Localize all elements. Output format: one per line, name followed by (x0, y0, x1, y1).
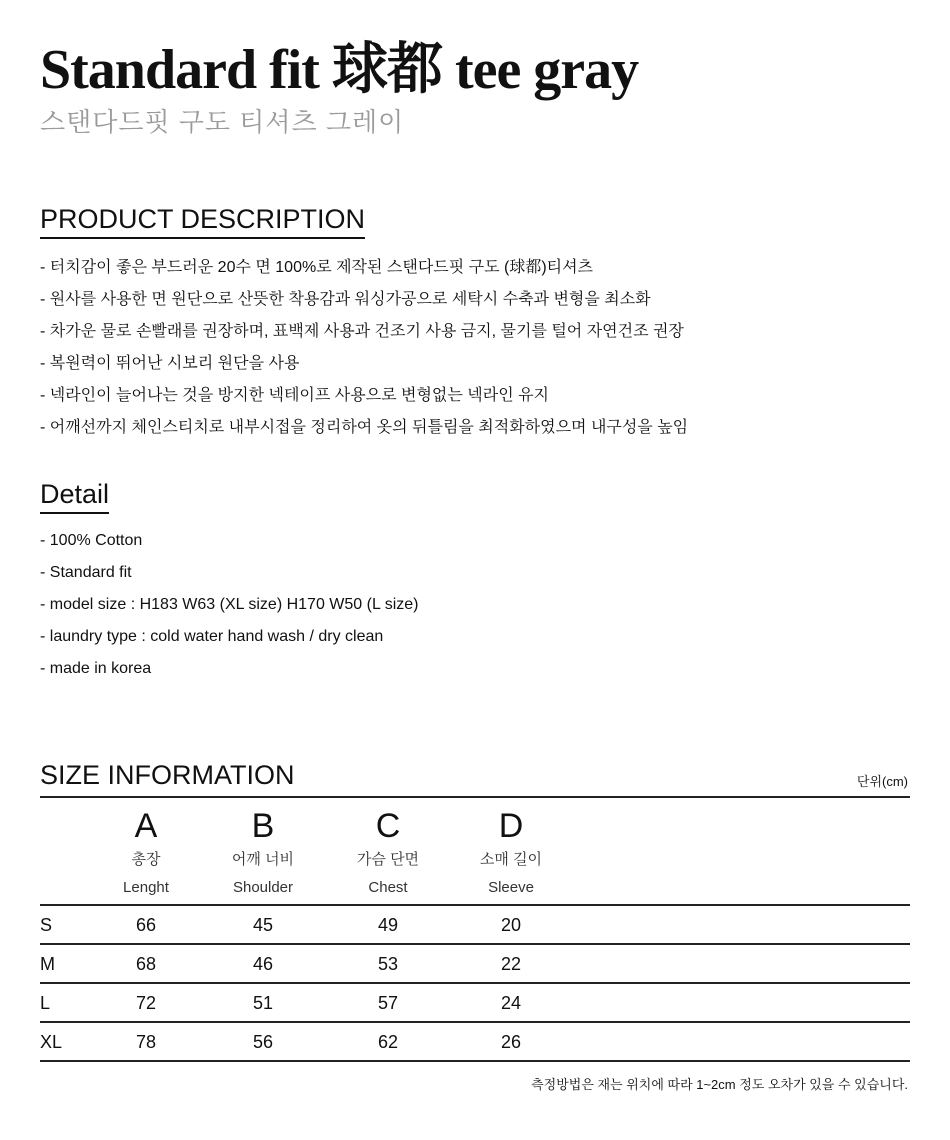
column-korean-label: 총장 (131, 851, 161, 868)
size-label: S (40, 915, 53, 935)
description-item: - 차가운 물로 손빨래를 권장하며, 표백제 사용과 건조기 사용 금지, 물기를 털어 자연건조 권장 (40, 323, 684, 340)
column-english-label: Shoulder (232, 879, 294, 896)
description-item: - 넥라인이 늘어나는 것을 방지한 넥테이프 사용으로 변형없는 넥라인 유지 (40, 387, 550, 404)
sleeve-value: 24 (500, 993, 522, 1013)
length-value: 72 (135, 993, 157, 1013)
sleeve-value: 22 (500, 954, 522, 974)
column-english-label: Sleeve (488, 879, 534, 896)
detail-list (40, 525, 419, 685)
unit-label: 단위(cm) (856, 774, 908, 789)
table-row (0, 1023, 950, 1061)
table-top-rule (40, 796, 910, 798)
size-label: M (40, 954, 55, 974)
table-row (0, 945, 950, 983)
column-header-c (318, 806, 458, 902)
column-korean-label: 소매 길이 (479, 851, 543, 868)
product-description-heading: PRODUCT DESCRIPTION (40, 203, 365, 239)
column-letter: B (251, 807, 275, 845)
shoulder-value: 45 (252, 915, 274, 935)
column-korean-label: 가슴 단면 (356, 851, 420, 868)
product-description-list (40, 252, 688, 444)
chest-value: 53 (377, 954, 399, 974)
sleeve-value: 20 (500, 915, 522, 935)
description-item: - 어깨선까지 체인스티치로 내부시접을 정리하여 옷의 뒤틀림을 최적화하였으며 내구성을 높임 (40, 419, 689, 436)
column-english-label: Lenght (123, 879, 169, 896)
column-letter: A (134, 807, 158, 845)
shoulder-value: 46 (252, 954, 274, 974)
column-letter: D (498, 807, 524, 845)
shoulder-value: 56 (252, 1032, 274, 1052)
column-letter: C (375, 807, 401, 845)
detail-item: - model size : H183 W63 (XL size) H170 W50 (L size) (40, 596, 419, 613)
chest-value: 57 (377, 993, 399, 1013)
detail-heading: Detail (40, 478, 109, 514)
size-label: XL (40, 1032, 63, 1052)
description-item: - 원사를 사용한 면 원단으로 산뜻한 착용감과 워싱가공으로 세탁시 수축과 변형을 최소화 (40, 291, 651, 308)
length-value: 66 (135, 915, 157, 935)
detail-item: - Standard fit (40, 564, 132, 581)
measurement-footnote: 측정방법은 재는 위치에 따라 1~2cm 정도 오차가 있을 수 있습니다. (531, 1077, 908, 1092)
table-row (0, 906, 950, 944)
product-subtitle: 스탠다드핏 구도 티셔츠 그레이 (40, 107, 405, 137)
detail-item: - made in korea (40, 660, 152, 677)
column-header-b (193, 806, 333, 902)
description-item: - 복원력이 뛰어난 시보리 원단을 사용 (40, 355, 300, 372)
shoulder-value: 51 (252, 993, 274, 1013)
detail-item: - laundry type : cold water hand wash / dry clean (40, 628, 384, 645)
size-label: L (40, 993, 51, 1013)
table-bottom-rule (40, 1060, 910, 1062)
length-value: 78 (135, 1032, 157, 1052)
length-value: 68 (135, 954, 157, 974)
detail-item: - 100% Cotton (40, 532, 143, 549)
sleeve-value: 26 (500, 1032, 522, 1052)
size-information-heading: SIZE INFORMATION (40, 760, 295, 790)
column-english-label: Chest (368, 879, 408, 896)
column-header-d (441, 806, 581, 902)
description-item: - 터치감이 좋은 부드러운 20수 면 100%로 제작된 스탠다드핏 구도 (球都)티셔츠 (40, 259, 594, 276)
chest-value: 49 (377, 915, 399, 935)
table-row (0, 984, 950, 1022)
chest-value: 62 (377, 1032, 399, 1052)
column-korean-label: 어깨 너비 (231, 851, 295, 868)
product-title: Standard fit 球都 tee gray (40, 39, 639, 101)
